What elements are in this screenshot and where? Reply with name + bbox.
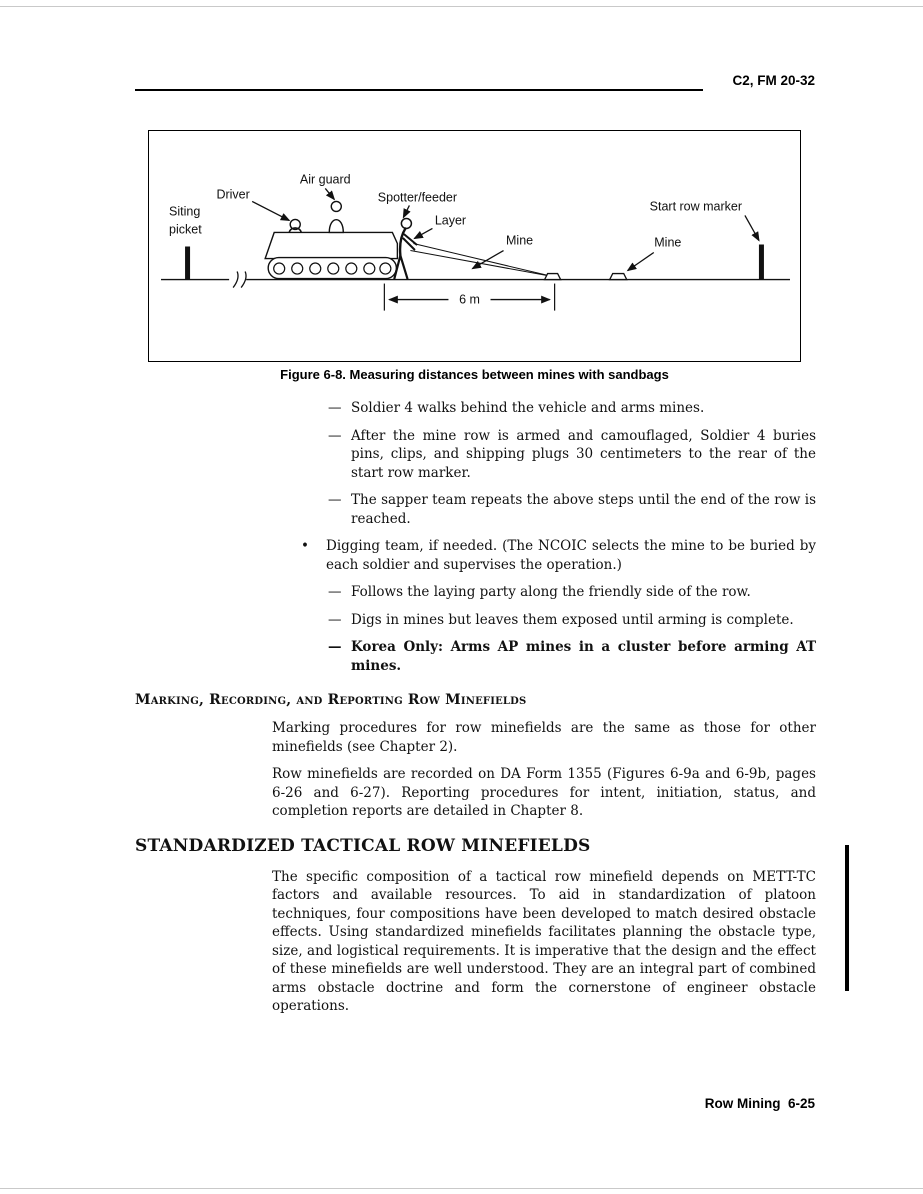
dash-marker: —: [328, 611, 342, 628]
mine-left-arrow: [472, 251, 503, 269]
siting-picket-label-line1: Siting: [169, 204, 201, 219]
list-item-text: Follows the laying party along the friendly side of the row.: [351, 584, 751, 600]
driver-arrow: [252, 201, 289, 220]
list-item: [328, 427, 816, 483]
list-item-text: The sapper team repeats the above steps until the end of the row is reached.: [351, 492, 816, 527]
list-item: [301, 537, 816, 574]
air-guard-figure: [331, 201, 341, 211]
layer-arrow: [414, 228, 432, 238]
section-heading-standardized: STANDARDIZED TACTICAL ROW MINEFIELDS: [135, 835, 591, 856]
air-guard-arrow: [325, 188, 334, 199]
figure-diagram: [149, 131, 800, 361]
air-guard-label: Air guard: [299, 172, 351, 187]
list-item-korea-note: [328, 638, 816, 675]
list-item: [328, 611, 816, 630]
header-rule: [135, 89, 703, 91]
spotter-feeder-arrow: [403, 205, 409, 217]
body-content: [135, 399, 816, 1025]
dimension-label: 6 m: [459, 292, 480, 307]
dash-marker: —: [328, 584, 342, 600]
list-item-text: After the mine row is armed and camouflaged, Soldier 4 buries pins, clips, and shipping plugs 30 centimeters to the rear of the start row marker.: [351, 427, 816, 481]
list-item: [328, 491, 816, 528]
driver-label: Driver: [216, 187, 250, 202]
dash-marker: —: [328, 400, 342, 416]
change-bar: [845, 845, 849, 991]
list-item-text: Digging team, if needed. (The NCOIC selects the mine to be buried by each soldier and supervises the operation.): [326, 538, 816, 573]
dash-marker: —: [328, 492, 342, 508]
figure-caption: Figure 6-8. Measuring distances between mines with sandbags: [280, 367, 669, 382]
mine-symbol-left: [545, 274, 561, 280]
layer-label: Layer: [434, 213, 467, 228]
list-item-text: Korea Only: Arms AP mines in a cluster before arming AT mines.: [351, 639, 816, 674]
dash-marker: —: [328, 427, 342, 444]
list-item: [328, 583, 816, 602]
spotter-feeder-label: Spotter/feeder: [377, 190, 458, 205]
scan-edge-top: [0, 6, 923, 7]
mine-right-label: Mine: [654, 235, 682, 250]
dash-marker: —: [328, 639, 342, 655]
footer-page-label: Row Mining 6-25: [704, 1096, 815, 1111]
siting-picket: [185, 247, 190, 280]
header-doc-id: C2, FM 20-32: [732, 73, 815, 88]
start-row-marker-post: [759, 244, 764, 279]
vehicle: [265, 201, 397, 278]
mine-right-arrow: [628, 253, 654, 271]
start-row-marker-arrow: [745, 215, 759, 240]
section-heading-marking: Marking, Recording, and Reporting Row Minefields: [135, 692, 527, 708]
mine-left-label: Mine: [506, 233, 534, 248]
figure-box: [148, 130, 801, 362]
bullet-marker: •: [301, 538, 309, 554]
air-guard-figure-body: [329, 220, 343, 233]
paragraph: The specific composition of a tactical row minefield depends on METT-TC factors and available resources. To aid in standardization of platoon techniques, four compositions have been developed to match desired obstacle effects. Using standardized minefields facilitates planning the obstacle type, size, and logistical requirements. It is imperative that the design and the effect of these minefields are well understood. They are an integral part of combined arms obstacle doctrine and form the cornerstone of engineer obstacle operations.: [272, 868, 816, 1014]
paragraph: Marking procedures for row minefields are the same as those for other minefields (see Chapter 2).: [272, 720, 816, 755]
measuring-cord: [413, 243, 552, 276]
mine-symbol-right: [610, 274, 627, 280]
list-item-text: Soldier 4 walks behind the vehicle and arms mines.: [351, 400, 705, 416]
start-row-marker-label: Start row marker: [649, 199, 743, 214]
list-item-text: Digs in mines but leaves them exposed until arming is complete.: [351, 611, 794, 628]
scan-edge-bottom: [0, 1188, 923, 1189]
list-item: [328, 399, 816, 418]
siting-picket-label-line2: picket: [169, 222, 202, 237]
paragraph: Row minefields are recorded on DA Form 1355 (Figures 6-9a and 6-9b, pages 6-26 and 6-27). Reporting procedures for intent, initiation, status, and completion reports are detailed in Chapter 8.: [272, 766, 816, 819]
